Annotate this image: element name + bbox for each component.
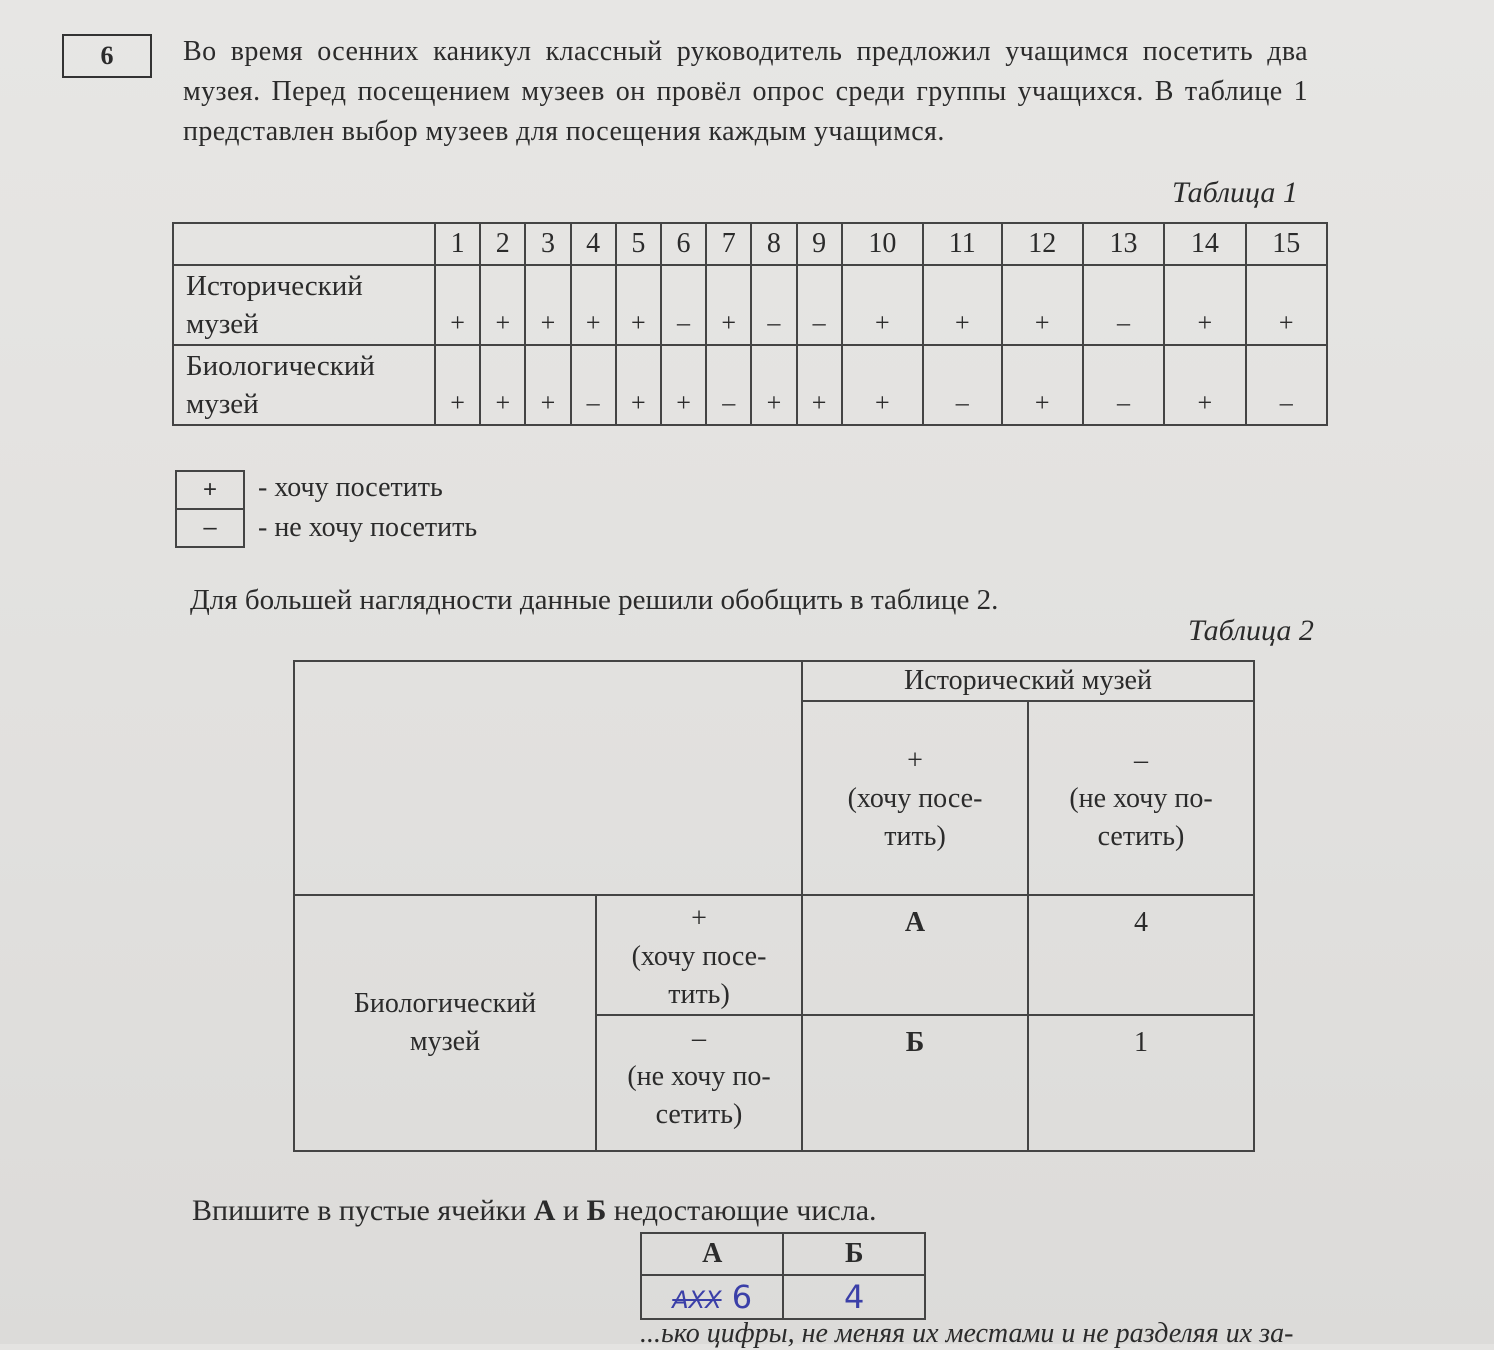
legend-minus-box: – bbox=[175, 508, 245, 548]
legend-plus-text: - хочу посетить bbox=[258, 472, 443, 503]
table1-mark: + bbox=[435, 345, 480, 425]
table1-mark: + bbox=[571, 265, 616, 345]
table2-caption: Таблица 2 bbox=[1188, 614, 1314, 647]
table2-header-row bbox=[294, 661, 1254, 701]
table1-mark: – bbox=[571, 345, 616, 425]
table1-col-header: 7 bbox=[706, 223, 751, 265]
summary-sentence: Для большей наглядности данные решили обобщить в таблице 2. bbox=[190, 584, 999, 616]
answer-header-row bbox=[641, 1233, 925, 1275]
table2-col-plus bbox=[802, 701, 1028, 895]
table1-mark: – bbox=[661, 265, 706, 345]
answer-a-value: 6 bbox=[731, 1278, 753, 1316]
table2-cell-plus-minus: 4 bbox=[1028, 895, 1254, 1015]
table1-mark: + bbox=[435, 265, 480, 345]
answer-cell-a[interactable] bbox=[641, 1275, 783, 1319]
table1-col-header: 5 bbox=[616, 223, 661, 265]
instruction-a: А bbox=[533, 1194, 556, 1227]
table1-row-historical bbox=[173, 265, 1327, 345]
table1-col-header: 2 bbox=[480, 223, 525, 265]
footer-fragment: ...ько цифры, не меняя их местами и не разделяя их за- bbox=[640, 1318, 1294, 1349]
col-label-line: (не хочу по- bbox=[1069, 783, 1213, 814]
table1-mark: + bbox=[1002, 345, 1083, 425]
table1-mark: – bbox=[1083, 265, 1164, 345]
table1-mark: + bbox=[1002, 265, 1083, 345]
row-label-line: сетить) bbox=[655, 1099, 743, 1130]
minus-symbol: – bbox=[1134, 745, 1148, 776]
legend-minus-text: - не хочу посетить bbox=[258, 512, 478, 543]
table2-cell-minus-minus: 1 bbox=[1028, 1015, 1254, 1151]
row-label-line: Исторический bbox=[186, 270, 363, 302]
table1-col-header: 11 bbox=[923, 223, 1002, 265]
table1-mark: + bbox=[1164, 265, 1245, 345]
answer-header-a: А bbox=[641, 1233, 783, 1275]
table1-mark: – bbox=[706, 345, 751, 425]
table1-col-header: 3 bbox=[525, 223, 570, 265]
legend-plus-box: + bbox=[175, 470, 245, 510]
table2-row-plus-label bbox=[596, 895, 802, 1015]
table1-mark: + bbox=[525, 265, 570, 345]
table1-mark: + bbox=[525, 345, 570, 425]
table1-mark: – bbox=[751, 265, 796, 345]
instruction-text bbox=[192, 1194, 877, 1228]
table1-mark: – bbox=[923, 345, 1002, 425]
table1-mark: + bbox=[797, 345, 842, 425]
table1-col-header: 10 bbox=[842, 223, 923, 265]
table1 bbox=[172, 222, 1328, 426]
instruction-prefix: Впишите в пустые ячейки bbox=[192, 1194, 534, 1227]
table1-mark: + bbox=[480, 345, 525, 425]
plus-symbol: + bbox=[907, 745, 923, 776]
table1-row-label bbox=[173, 265, 435, 345]
row-label-line: музей bbox=[186, 388, 259, 420]
table1-mark: + bbox=[1164, 345, 1245, 425]
table1-mark: + bbox=[923, 265, 1002, 345]
row-label-line: Биологический bbox=[353, 988, 537, 1019]
table1-mark: + bbox=[751, 345, 796, 425]
col-label-line: сетить) bbox=[1097, 821, 1185, 852]
col-label-line: (хочу посе- bbox=[847, 783, 983, 814]
task-intro-text: Во время осенних каникул классный руководитель предложил учащимся посетить два музея. Перед посещением музеев он провёл опрос среди группы учащихся. В таблице 1 представлен выбор музеев для посещения каждым учащимся. bbox=[183, 36, 1308, 147]
table1-corner-cell bbox=[173, 223, 435, 265]
row-label-line: (хочу посе- bbox=[631, 941, 767, 972]
table1-col-header: 1 bbox=[435, 223, 480, 265]
answer-header-b: Б bbox=[783, 1233, 925, 1275]
table1-row-label bbox=[173, 345, 435, 425]
plus-symbol: + bbox=[691, 903, 707, 934]
task-number-box: 6 bbox=[62, 34, 152, 78]
crossed-out-answer: AXX bbox=[672, 1286, 722, 1314]
answer-cell-b[interactable]: 4 bbox=[783, 1275, 925, 1319]
row-label-line: музей bbox=[186, 308, 259, 340]
table1-mark: + bbox=[480, 265, 525, 345]
table2-cell-a: А bbox=[802, 895, 1028, 1015]
table1-col-header: 4 bbox=[571, 223, 616, 265]
table2-corner-cell bbox=[294, 661, 802, 895]
answer-table bbox=[640, 1232, 926, 1320]
table2-col-minus bbox=[1028, 701, 1254, 895]
table1-mark: + bbox=[842, 265, 923, 345]
table1-col-header: 13 bbox=[1083, 223, 1164, 265]
table1-mark: + bbox=[616, 265, 661, 345]
table1-mark: – bbox=[1246, 345, 1327, 425]
table2 bbox=[293, 660, 1255, 1152]
table1-mark: + bbox=[1246, 265, 1327, 345]
row-label-line: Биологический bbox=[186, 350, 375, 382]
table1-header-row bbox=[173, 223, 1327, 265]
table1-col-header: 9 bbox=[797, 223, 842, 265]
table1-mark: + bbox=[616, 345, 661, 425]
table1-col-header: 12 bbox=[1002, 223, 1083, 265]
table1-col-header: 6 bbox=[661, 223, 706, 265]
instruction-mid: и bbox=[555, 1194, 587, 1227]
table2-biological-header bbox=[294, 895, 596, 1151]
table2-cell-b: Б bbox=[802, 1015, 1028, 1151]
table1-col-header: 14 bbox=[1164, 223, 1245, 265]
col-label-line: тить) bbox=[884, 821, 946, 852]
minus-symbol: – bbox=[692, 1023, 706, 1054]
answer-value-row bbox=[641, 1275, 925, 1319]
table1-mark: – bbox=[1083, 345, 1164, 425]
table1-mark: + bbox=[706, 265, 751, 345]
row-label-line: музей bbox=[409, 1026, 481, 1057]
table1-mark: – bbox=[797, 265, 842, 345]
table2-row-plus bbox=[294, 895, 1254, 1015]
instruction-suffix: недостающие числа. bbox=[606, 1194, 877, 1227]
table1-mark: + bbox=[661, 345, 706, 425]
table1-row-biological bbox=[173, 345, 1327, 425]
table1-col-header: 15 bbox=[1246, 223, 1327, 265]
instruction-b: Б bbox=[586, 1194, 607, 1227]
table1-caption: Таблица 1 bbox=[1172, 176, 1298, 209]
table1-mark: + bbox=[842, 345, 923, 425]
table2-row-minus-label bbox=[596, 1015, 802, 1151]
table2-historical-header: Исторический музей bbox=[802, 661, 1254, 701]
row-label-line: тить) bbox=[668, 979, 730, 1010]
row-label-line: (не хочу по- bbox=[627, 1061, 771, 1092]
table1-col-header: 8 bbox=[751, 223, 796, 265]
